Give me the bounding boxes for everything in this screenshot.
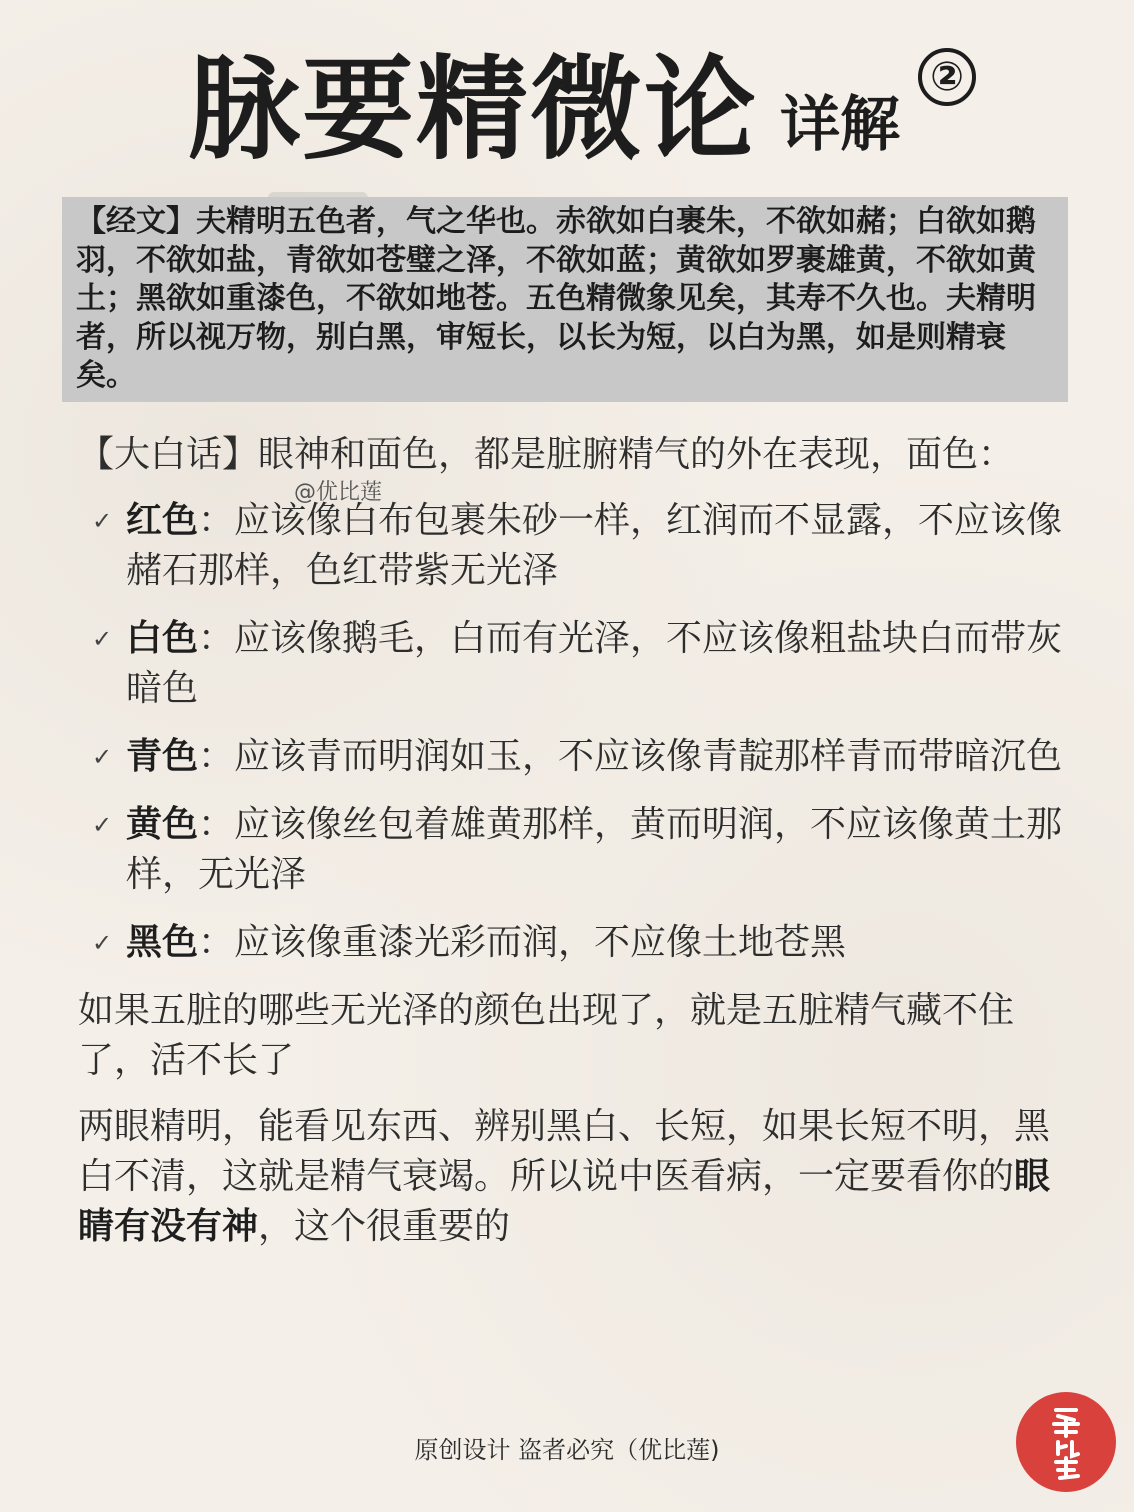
- check-icon: ✓: [92, 625, 113, 653]
- classic-text-box: [62, 197, 1068, 402]
- part-number: ②: [918, 48, 976, 106]
- list-item: [78, 614, 1078, 714]
- check-icon: ✓: [92, 811, 113, 839]
- seal-logo: [1016, 1392, 1116, 1492]
- item-text: ：应该像鹅毛，白而有光泽，不应该像粗盐块白而带灰暗色: [126, 618, 1063, 709]
- check-icon: ✓: [92, 743, 113, 771]
- item-text: ：应该像重漆光彩而润，不应像土地苍黑: [198, 922, 847, 963]
- item-name: 黑色: [126, 922, 199, 963]
- list-item: [78, 918, 1078, 968]
- page-title: 脉要精微论: [188, 44, 758, 175]
- check-icon: ✓: [92, 507, 113, 535]
- item-name: 青色: [126, 736, 199, 777]
- check-icon: ✓: [92, 929, 113, 957]
- item-text: ：应该像白布包裹朱砂一样，红润而不显露，不应该像赭石那样，色红带紫无光泽: [126, 500, 1063, 591]
- item-name: 红色: [126, 500, 199, 541]
- main-content: [78, 430, 1078, 1252]
- item-text: ：应该青而明润如玉，不应该像青靛那样青而带暗沉色: [198, 736, 1063, 777]
- plain-intro: 【大白话】眼神和面色，都是脏腑精气的外在表现，面色：: [78, 434, 1015, 475]
- classic-text: 【经文】夫精明五色者，气之华也。赤欲如白裹朱，不欲如赭；白欲如鹅羽，不欲如盐，青欲如苍璧之泽，不欲如蓝；黄欲如罗裹雄黄，不欲如黄土；黑欲如重漆色，不欲如地苍。五色精微象见矣，其寿不久也。夫精明者，所以视万物，别白黑，审短长，以长为短，以白为黑，如是则精衰矣。: [76, 204, 1036, 393]
- list-item: [78, 732, 1078, 782]
- paragraph-organs: 如果五脏的哪些无光泽的颜色出现了，就是五脏精气藏不住了，活不长了: [78, 990, 1015, 1081]
- item-name: 黄色: [126, 804, 199, 845]
- seal-logo-icon: [1016, 1392, 1116, 1492]
- color-list: [78, 496, 1078, 968]
- paragraph-eyes-text: 两眼精明，能看见东西、辨别黑白、长短，如果长短不明，黑白不清，这就是精气衰竭。所以说中医看病，一定要看你的: [78, 1106, 1051, 1197]
- paragraph-eyes: [78, 1102, 1078, 1252]
- paragraph-eyes-end: ，这个很重要的: [258, 1206, 511, 1247]
- author-watermark: @优比莲: [294, 480, 383, 505]
- item-name: 白色: [126, 618, 199, 659]
- page-subtitle: 详解: [780, 90, 900, 160]
- title-block: [0, 40, 1134, 180]
- emphasis-text: 眼睛有没有神: [78, 1156, 1051, 1247]
- footer-copyright: 原创设计 盗者必究（优比莲): [414, 1436, 720, 1464]
- list-item: [78, 496, 1078, 596]
- item-text: ：应该像丝包着雄黄那样，黄而明润，不应该像黄土那样，无光泽: [126, 804, 1063, 895]
- list-item: [78, 800, 1078, 900]
